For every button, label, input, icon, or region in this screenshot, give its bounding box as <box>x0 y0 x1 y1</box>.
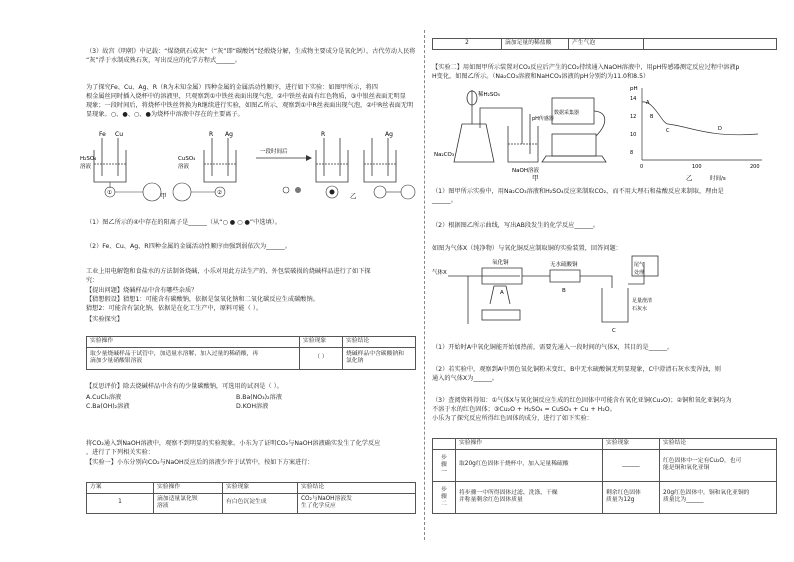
time-arrow <box>256 155 312 161</box>
label-cuo: 氧化铜 <box>492 260 509 266</box>
point-b: B <box>650 114 654 120</box>
sol-cuso4: CuSO₄ <box>178 156 196 162</box>
x-label: 时间/s <box>710 176 726 182</box>
label-jia: 甲 <box>532 174 539 182</box>
co2-line2: ，进行了下列相关实验： <box>86 449 155 456</box>
experiment-table-1 <box>86 336 416 370</box>
label-lime-2: 石灰水 <box>632 306 648 312</box>
beaker-3 <box>316 138 348 182</box>
flask <box>454 124 494 162</box>
cu-q1: （1）开始时A中氧化铜能开始加热前，需要先通入一段时间的气体X，其目的是______。 <box>432 344 674 351</box>
t2-cell-phen: 有白色沉淀生成 <box>223 493 298 513</box>
experiment-table-2-continued <box>432 38 777 50</box>
s1b: ______。 <box>432 197 457 204</box>
t2c-cell-phen: 产生气泡 <box>569 39 644 50</box>
y-label: pH <box>630 86 638 92</box>
t2-header-op: 实验操作 <box>154 483 223 494</box>
q3-line1: （3）故宫《明朝》中记载：“煤烧矾石成灰”（“灰”即“碳酸钙”经煅烧分解，生成物主要成分是氧化钙），古代劳动人民将 <box>86 48 416 55</box>
t3-r1-concl: 红色固体中一定有Cu₂O，也可 能是铜和氧化亚铜 <box>660 449 777 481</box>
cu-q2a: （2）若实验中，观察到A中黑色氧化铜粉末变红，B中无水硫酸铜无明显现象，C中澄清石灰水变浑浊，则 <box>432 366 721 373</box>
t3-header-concl: 实验结论 <box>660 439 777 450</box>
option-a: A.CuCl₂溶液 <box>86 394 122 401</box>
beaker-2 <box>204 138 236 182</box>
rod-label-cu: Cu <box>115 131 123 138</box>
arrow-label: 一段时间后 <box>260 149 288 155</box>
experiment-table-3 <box>432 438 777 514</box>
t3-r1-phen: ______ <box>603 449 660 481</box>
ion-bubble-4 <box>374 185 415 199</box>
metal-line1: 为了探究Fe、Cu、Ag、R（R为未知金属）四种金属的金属活动性顺序，进行如下实验：如图甲所示，将四 <box>86 84 378 91</box>
limewater-bottle <box>602 288 628 322</box>
t1-cell-concl: 烧碱样品中含碳酸钠和 氯化钠 <box>343 347 416 369</box>
x-tick-200: 200 <box>750 164 760 170</box>
industry-line2: 究： <box>86 277 99 284</box>
sol-cuso4-b: 溶液 <box>178 164 190 170</box>
t2-cell-concl: CO₂与NaOH溶液发 生了化学反应 <box>298 493 416 513</box>
t3-r1-op: 取20g红色固体于烧杯中，加入足量稀硫酸 <box>456 449 603 481</box>
t3-r2-op: 将步骤一中所得固体过滤、洗涤、干燥 并称量剩余红色固体质量 <box>456 481 603 513</box>
rod-label-r: R <box>209 131 214 138</box>
s1: （1）图甲所示实验中，用Na₂CO₃溶液和H₂SO₄反应来制取CO₂，而不用大理石和盐酸反应来制取，理由是 <box>432 188 724 195</box>
y-tick-14: 14 <box>630 96 637 102</box>
sol-h2so4: H₂SO₄ <box>80 156 97 162</box>
beaker-4 <box>364 138 396 182</box>
s2: （2）根据图乙所示曲线，写出AB段发生的化学反应______。 <box>432 222 600 229</box>
cu-q3c: 小乐为了探究反应所得红色固体的成分，进行了如下实验： <box>432 415 593 422</box>
sub-q2: （2）Fe、Cu、Ag、R四种金属的金属活动性顺序由强到弱依次为______。 <box>86 243 291 250</box>
co2-line1: 将CO₂通入到NaOH溶液中，观察不到明显的实验现象。小东为了证明CO₂与NaOH溶液确实发生了化学反应 <box>86 440 381 447</box>
burner-base <box>482 310 520 320</box>
option-c: C.Ba(OH)₂溶液 <box>86 403 130 410</box>
x-tick-0: 0 <box>640 164 644 170</box>
t1-header-phen: 实验现象 <box>300 337 343 348</box>
t3-header-op: 实验操作 <box>456 439 603 450</box>
t2-cell-op: 滴加适量氯化钡 溶液 <box>154 493 223 513</box>
rod-label-ag2: Ag <box>385 131 393 138</box>
label-b: B <box>562 288 566 294</box>
cu-q2b: 通入的气体X为______。 <box>432 375 499 382</box>
option-b: B.Ba(NO₃)₂溶液 <box>236 394 282 401</box>
t3-header-step <box>433 439 456 450</box>
option-d: D.KOH溶液 <box>236 403 269 410</box>
x-tick-100: 100 <box>692 164 702 170</box>
exp2-line1: 【实验二】用如图甲所示装置对CO₂反应后产生的CO₂持续通入NaOH溶液中，用pH传感器测定反应过程中溶液p <box>432 64 740 71</box>
label-naoh: NaOH溶液 <box>512 168 539 174</box>
apparatus-figure-jia <box>432 84 622 182</box>
t2c-cell-op: 滴加足量的稀盐酸 <box>502 39 569 50</box>
q3-line2: “灰”浮于水制成熟石灰，写出反应的化学方程式______。 <box>86 57 241 64</box>
label-na2co3: Na₂CO₃ <box>434 152 455 158</box>
t2-cell-plan: 1 <box>87 493 154 513</box>
ion-bubble-1 <box>105 182 161 201</box>
cu-intro: 如图为气体X（纯净物）与氧化铜反应制取铜的实验装置，回答问题： <box>432 245 622 252</box>
point-a: A <box>646 100 650 106</box>
industry-line1: 工业上用电解饱和食盐水的方法制备烧碱，小乐对用此方法生产的、外包装破损的烧碱样品进行了如下探 <box>86 268 371 275</box>
t2-header-phen: 实验现象 <box>223 483 298 494</box>
t1-cell-phen: （ ） <box>300 347 343 369</box>
rod-label-fe: Fe <box>99 131 106 138</box>
label-h2so4: 稀H₂SO₄ <box>478 92 500 98</box>
laptop-screen <box>552 134 596 156</box>
y-tick-10: 10 <box>630 132 637 138</box>
cable <box>594 111 605 136</box>
label-cuso4: 无水硫酸铜 <box>550 262 578 268</box>
copper-apparatus-figure <box>432 254 672 334</box>
column-divider <box>424 30 425 540</box>
rod-label-ag: Ag <box>225 131 233 138</box>
outlet-tube <box>580 276 612 288</box>
label-sensor: pH传感器 <box>532 116 554 122</box>
point-d: D <box>718 126 722 132</box>
metal-line4: 显现象。○、●、○、●为烧杯中溶液中存在的主要离子。 <box>86 111 244 118</box>
reflection: 【反思评价】除去烧碱样品中含有的少量碳酸钠，可选用的试剂是（ ）。 <box>86 383 283 390</box>
t2c-cell-plan: 2 <box>433 39 502 50</box>
sub-q1: （1）图乙所示的④中存在的阳离子是______（从“○ ● ○ ●”中选填）。 <box>86 219 281 226</box>
experiment-table-2 <box>86 482 416 514</box>
y-tick-8: 8 <box>630 150 634 156</box>
ion-bubble-3 <box>283 186 338 198</box>
ph-curve-figure <box>628 84 768 184</box>
label-tail: 尾气 <box>634 262 645 268</box>
label-gas-x: 气体X <box>432 270 447 276</box>
y-tick-12: 12 <box>630 114 637 120</box>
fig-label-jia: 甲 <box>160 192 167 200</box>
ph-curve <box>642 102 758 135</box>
u-tube <box>550 270 580 282</box>
label-tail-2: 处理 <box>634 270 645 276</box>
label-c: C <box>612 328 616 334</box>
proposal-2: 【猜想假设】猜想1：可能含有碳酸钠，依据是氢氧化钠和二氧化碳反应生成碳酸钠。 <box>86 296 319 303</box>
label-a: A <box>500 290 504 296</box>
t3-r2-concl: 20g红色固体中，铜和氧化亚铜的 质量比为______ <box>660 481 777 513</box>
t2-header-plan: 方案 <box>87 483 154 494</box>
rod-label-r2: R <box>321 131 326 138</box>
proposal-4: 【实验探究】 <box>86 316 124 323</box>
laptop-base <box>542 156 606 162</box>
proposal-1: 【提出问题】烧碱样品中含有哪些杂质？ <box>86 287 198 294</box>
circle-1: ① <box>107 190 112 196</box>
t1-cell-op: 取少量烧碱样品于试管中，加适量水溶解，加入过量的稀硝酸，再 滴加少量硝酸银溶液 <box>87 347 300 369</box>
t3-header-phen: 实验现象 <box>603 439 660 450</box>
label-lime: 足量澄清 <box>632 298 653 304</box>
t3-r2-step: 步 骤 二 <box>433 481 456 513</box>
exp2-line2: H变化，如图乙所示。（Na₂CO₃溶液和NaHCO₃溶液的pH分别约为11.0和8.5） <box>432 73 650 80</box>
label-yi: 乙 <box>686 174 693 182</box>
t2-header-concl: 实验结论 <box>298 483 416 494</box>
metal-experiment-figure <box>80 128 416 200</box>
beaker-1 <box>94 138 126 182</box>
cu-q3b: 不溶于水的红色固体；③Cu₂O + H₂SO₄ = CuSO₄ + Cu + H₂O。 <box>432 406 616 413</box>
cu-q3a: （3）查阅资料得知：①气体X与氧化铜反应生成的红色固体中可能含有氧化亚铜(Cu₂O)；②铜和氧化亚铜均为 <box>432 397 732 404</box>
fig-label-yi: 乙 <box>350 192 357 200</box>
sol-h2so4-b: 溶液 <box>80 164 92 170</box>
t2c-cell-concl <box>644 39 777 50</box>
t1-header-concl: 实验结论 <box>343 337 416 348</box>
label-logger: 数据采集器 <box>554 110 580 116</box>
metal-line3: 现象；一段时间后，将烧杯中铁丝替换为R继续进行实验，如图乙所示，观察到①中R丝表面出现气泡，②中R丝表面无明 <box>86 102 414 109</box>
point-c: C <box>666 128 670 134</box>
metal-line2: 根金属丝同时插入烧杯中的溶液里，只观察到①中铁丝表面出现气泡，②中铁丝表面有红色物质，③中银丝表面无明显 <box>86 93 406 100</box>
experiment-1-intro: 【实验一】小东分别向CO₂与NaOH反应后的溶液少许于试管中，按如下方案进行： <box>86 459 314 466</box>
proposal-3: 猜想2：可能含有氯化钠，依据是在化工生产中，原料可能（ ）。 <box>86 305 263 312</box>
circle-2: ② <box>217 190 222 196</box>
t3-r2-phen: 剩余红色固体 质量为12g <box>603 481 660 513</box>
t3-r1-step: 步 骤 一 <box>433 449 456 481</box>
t1-header-op: 实验操作 <box>87 337 300 348</box>
